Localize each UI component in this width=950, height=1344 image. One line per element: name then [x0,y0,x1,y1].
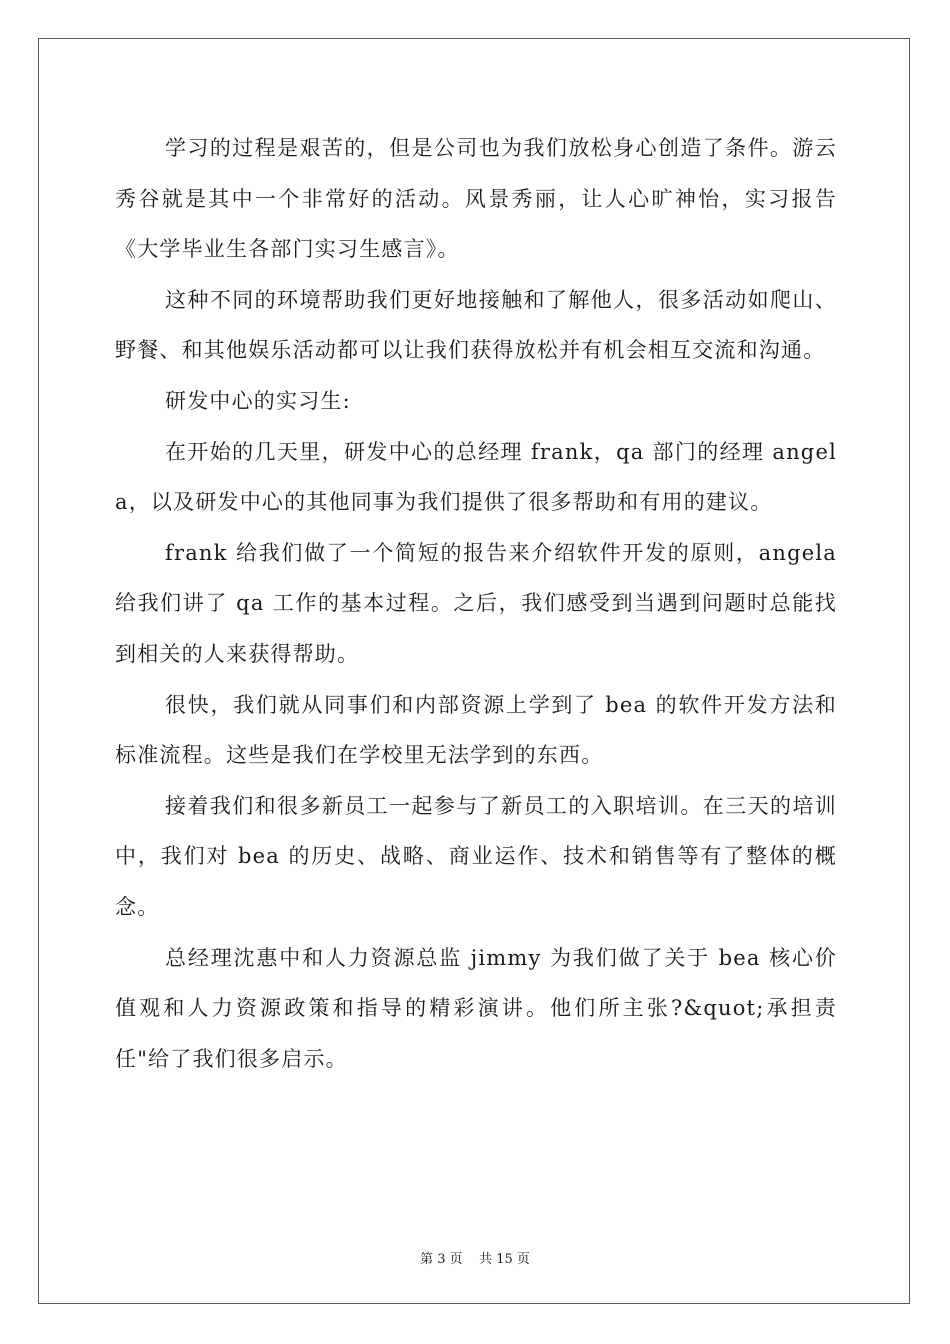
page-number-footer: 第 3 页 共 15 页 [420,1252,530,1267]
paragraph-3: 研发中心的实习生: [165,388,351,413]
paragraph-1: 学习的过程是艰苦的，但是公司也为我们放松身心创造了条件。游云秀谷就是其中一个非常好的活动。风景秀丽，让人心旷神怡，实习报告《大学毕业生各部门实习生感言》。 [115,136,837,262]
paragraph-8: 总经理沈惠中和人力资源总监 jimmy 为我们做了关于 bea 核心价值观和人力资源政策和指导的精彩演讲。他们所主张?&quot;承担责任"给了我们很多启示。 [115,945,837,1071]
paragraph-6: 很快，我们就从同事们和内部资源上学到了 bea 的软件开发方法和标准流程。这些是我们在学校里无法学到的东西。 [115,692,837,768]
paragraph-5: frank 给我们做了一个简短的报告来介绍软件开发的原则，angela 给我们讲了 qa 工作的基本过程。之后，我们感受到当遇到问题时总能找到相关的人来获得帮助。 [115,540,837,666]
paragraph-7: 接着我们和很多新员工一起参与了新员工的入职培训。在三天的培训中，我们对 bea 的历史、战略、商业运作、技术和销售等有了整体的概念。 [115,793,837,919]
document-body [115,123,837,1084]
paragraph-2: 这种不同的环境帮助我们更好地接触和了解他人，很多活动如爬山、野餐、和其他娱乐活动都可以让我们获得放松并有机会相互交流和沟通。 [115,287,837,363]
paragraph-4: 在开始的几天里，研发中心的总经理 frank，qa 部门的经理 angela，以及研发中心的其他同事为我们提供了很多帮助和有用的建议。 [115,439,837,515]
